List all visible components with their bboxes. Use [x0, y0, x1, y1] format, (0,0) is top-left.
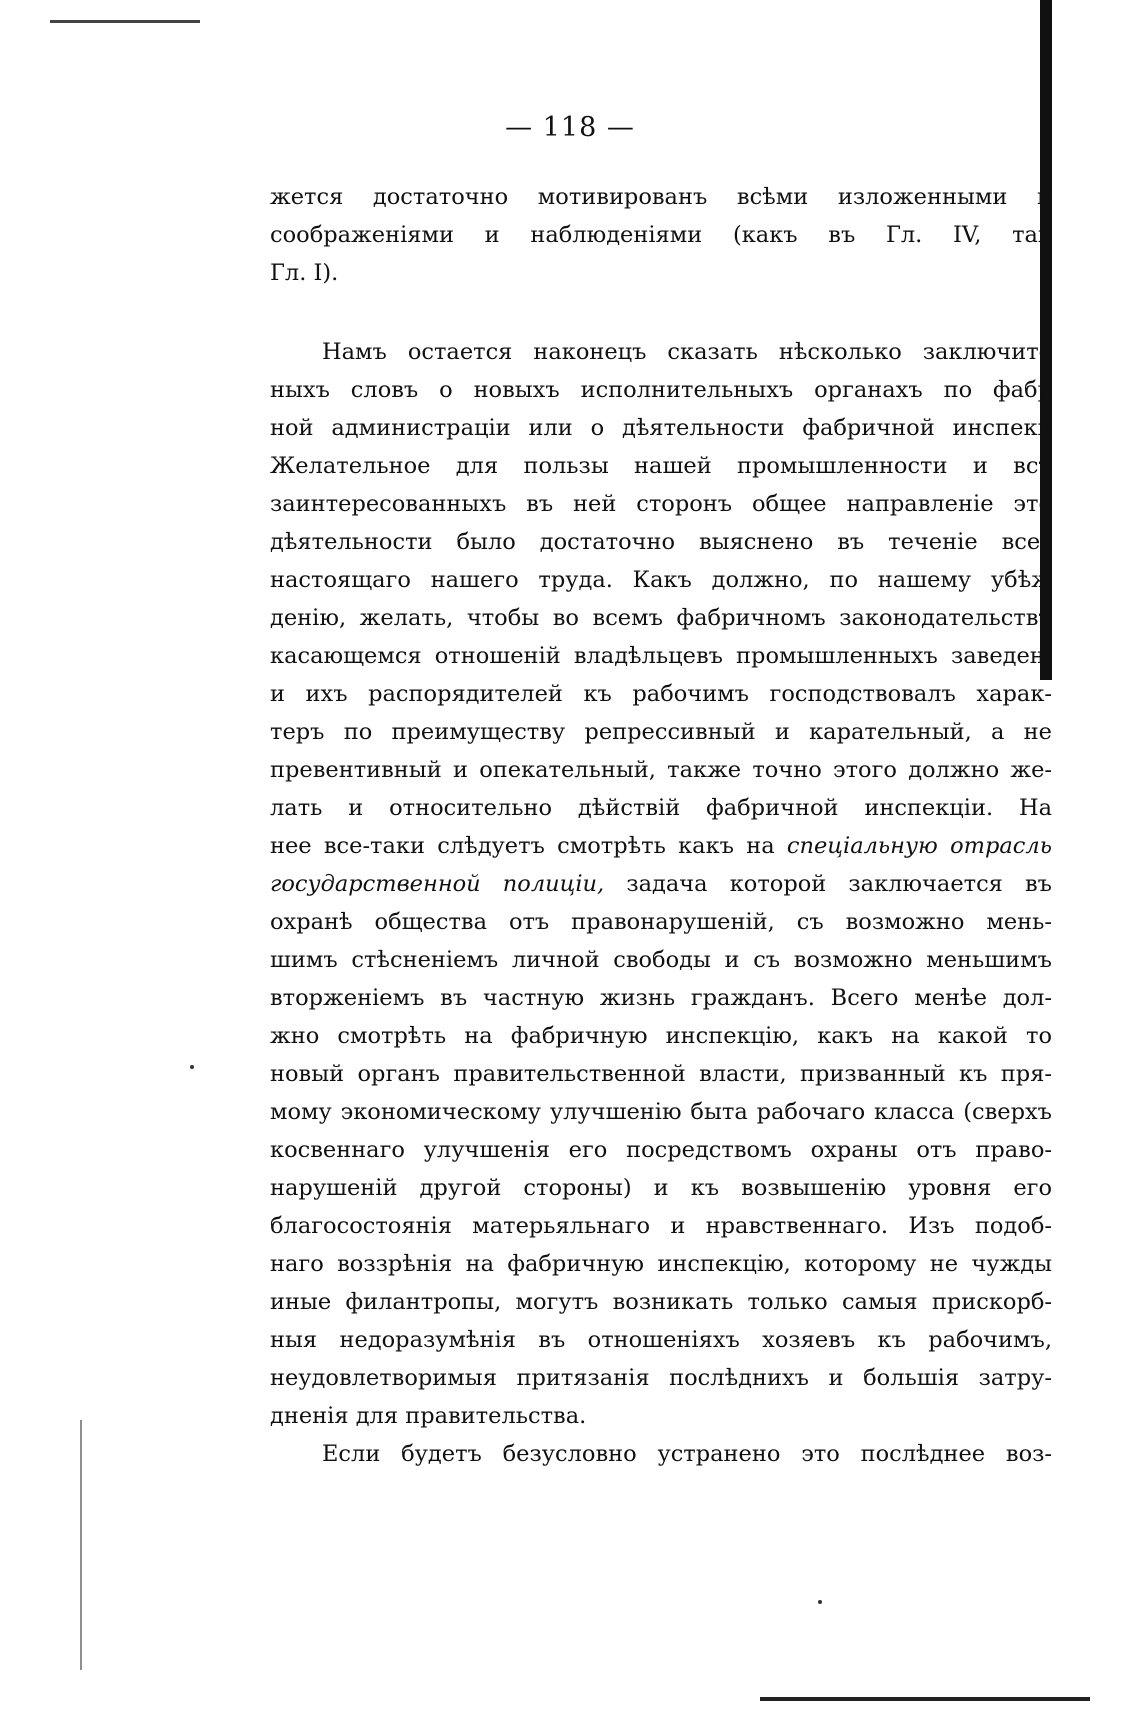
text-line: Намъ остается наконецъ сказать нѣсколько заключите	[322, 339, 1052, 365]
text-line: превентивный и опекательный, также точно этого должно же-	[270, 757, 1052, 783]
text-line: государственной полиціи, задача которой заключается въ	[270, 871, 1052, 897]
text-line: косвеннаго улучшенія его посредствомъ охраны отъ право-	[270, 1137, 1052, 1163]
text-line: лать и относительно дѣйствій фабричной инспекціи. На	[270, 795, 1052, 821]
text-line: Желательное для пользы нашей промышленности и всѣ	[270, 453, 1052, 479]
paragraph-main	[270, 333, 1052, 1473]
text-line: жно смотрѣть на фабричную инспекцію, какъ на какой то	[270, 1023, 1052, 1049]
text-line: шимъ стѣсненіемъ личной свободы и съ возможно меньшимъ	[270, 947, 1052, 973]
text-line: заинтересованныхъ въ ней сторонъ общее направленіе это	[270, 491, 1052, 517]
page-number: — 118 —	[505, 112, 635, 143]
text-line: новый органъ правительственной власти, призванный къ пря-	[270, 1061, 1052, 1087]
paragraph-continued	[270, 178, 1052, 292]
text-line: неудовлетворимыя притязанія послѣднихъ и большія затру-	[270, 1365, 1052, 1391]
text-line: дѣятельности было достаточно выяснено въ теченіе всег	[270, 529, 1052, 555]
scan-artifact-left	[80, 1420, 82, 1670]
text-line: благосостоянія матерьяльнаго и нравственнаго. Изъ подоб-	[270, 1213, 1052, 1239]
text-line: и ихъ распорядителей къ рабочимъ господствовалъ харак-	[270, 681, 1052, 707]
scan-speck	[190, 1065, 194, 1069]
text-line: вторженіемъ въ частную жизнь гражданъ. Всего менѣе дол-	[270, 985, 1052, 1011]
text-line: ныхъ словъ о новыхъ исполнительныхъ органахъ по фабр	[270, 377, 1052, 403]
text-line: дненія для правительства.	[270, 1403, 587, 1429]
text-line: настоящаго нашего труда. Какъ должно, по нашему убѣж	[270, 567, 1052, 593]
scan-artifact-top	[50, 20, 200, 23]
text-line: наго воззрѣнія на фабричную инспекцію, которому не чужды	[270, 1251, 1052, 1277]
scan-artifact-bottom	[760, 1697, 1090, 1701]
text-line: касающемся отношеній владѣльцевъ промышленныхъ заведені	[270, 643, 1052, 669]
text-line: нее все-таки слѣдуетъ смотрѣть какъ на спеціальную отрасль	[270, 833, 1052, 859]
text-line: Если будетъ безусловно устранено это послѣднее воз-	[322, 1441, 1052, 1467]
text-line: денію, желать, чтобы во всемъ фабричномъ законодательствѣ	[270, 605, 1052, 631]
text-line: нарушеній другой стороны) и къ возвышенію уровня его	[270, 1175, 1052, 1201]
text-line: соображеніями и наблюденіями (какъ въ Гл. IV, так	[270, 222, 1052, 248]
scan-speck	[818, 1600, 822, 1604]
text-line: иные филантропы, могутъ возникать только самыя прискорб-	[270, 1289, 1052, 1315]
text-line: охранѣ общества отъ правонарушеній, съ возможно мень-	[270, 909, 1052, 935]
text-line: Гл. I).	[270, 260, 339, 286]
text-line: ной администраціи или о дѣятельности фабричной инспекц	[270, 415, 1052, 441]
text-line: мому экономическому улучшенію быта рабочаго класса (сверхъ	[270, 1099, 1052, 1125]
text-line: ныя недоразумѣнія въ отношеніяхъ хозяевъ къ рабочимъ,	[270, 1327, 1052, 1353]
text-line: теръ по преимуществу репрессивный и карательный, а не	[270, 719, 1052, 745]
text-line: жется достаточно мотивированъ всѣми изложенными и	[270, 184, 1052, 210]
